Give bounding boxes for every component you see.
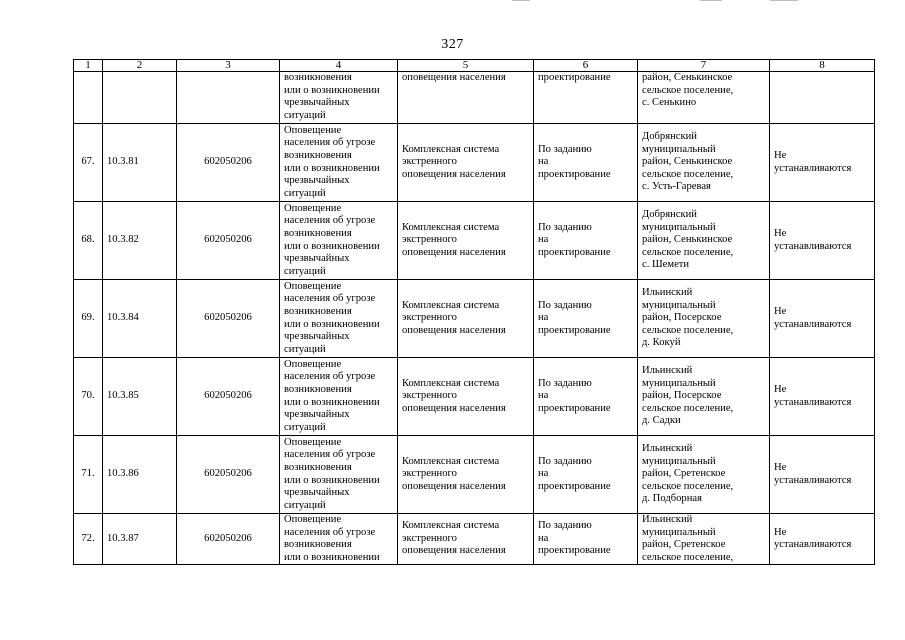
header-cell: 6 [534, 60, 638, 72]
cell-code [103, 72, 177, 124]
cell-limits: Не устанавливаются [770, 514, 875, 565]
cell-purpose: Оповещение населения об угрозе возникновения или о возникновении [280, 514, 398, 565]
cell-code: 10.3.86 [103, 436, 177, 514]
cell-location: Добрянский муниципальный район, Сенькинское сельское поселение, с. Усть-Гаревая [638, 124, 770, 202]
cell-purpose: Оповещение населения об угрозе возникновения или о возникновении чрезвычайных ситуаций [280, 124, 398, 202]
cell-purpose: возникновения или о возникновении чрезвычайных ситуаций [280, 72, 398, 124]
cell-number: 67. [74, 124, 103, 202]
header-cell: 1 [74, 60, 103, 72]
scan-artifact [512, 0, 530, 1]
document-table [73, 59, 875, 565]
cell-limits: Не устанавливаются [770, 358, 875, 436]
cell-id: 602050206 [177, 358, 280, 436]
cell-purpose: Оповещение населения об угрозе возникновения или о возникновении чрезвычайных ситуаций [280, 202, 398, 280]
header-cell: 8 [770, 60, 875, 72]
cell-limits: Не устанавливаются [770, 202, 875, 280]
cell-id: 602050206 [177, 280, 280, 358]
header-cell: 7 [638, 60, 770, 72]
cell-number: 70. [74, 358, 103, 436]
cell-system: Комплексная система экстренного оповещения населения [398, 436, 534, 514]
cell-system: Комплексная система экстренного оповещения населения [398, 202, 534, 280]
cell-code: 10.3.87 [103, 514, 177, 565]
header-cell: 5 [398, 60, 534, 72]
cell-id: 602050206 [177, 124, 280, 202]
page-number: 327 [441, 37, 464, 52]
header-cell: 3 [177, 60, 280, 72]
cell-code: 10.3.85 [103, 358, 177, 436]
cell-id [177, 72, 280, 124]
cell-limits: Не устанавливаются [770, 280, 875, 358]
cell-id: 602050206 [177, 436, 280, 514]
cell-purpose: Оповещение населения об угрозе возникновения или о возникновении чрезвычайных ситуаций [280, 358, 398, 436]
table-row [74, 280, 875, 358]
table-row [74, 202, 875, 280]
cell-code: 10.3.81 [103, 124, 177, 202]
scan-artifact [770, 0, 798, 1]
header-cell: 2 [103, 60, 177, 72]
cell-basis: проектирование [534, 72, 638, 124]
cell-code: 10.3.84 [103, 280, 177, 358]
cell-limits: Не устанавливаются [770, 436, 875, 514]
cell-limits: Не устанавливаются [770, 124, 875, 202]
cell-location: Добрянский муниципальный район, Сенькинское сельское поселение, с. Шемети [638, 202, 770, 280]
table-row [74, 124, 875, 202]
cell-number: 68. [74, 202, 103, 280]
cell-basis: По заданию на проектирование [534, 436, 638, 514]
cell-number [74, 72, 103, 124]
cell-system: Комплексная система экстренного оповещения населения [398, 280, 534, 358]
cell-purpose: Оповещение населения об угрозе возникновения или о возникновении чрезвычайных ситуаций [280, 436, 398, 514]
cell-limits [770, 72, 875, 124]
continuation-row [74, 72, 875, 124]
table-row [74, 514, 875, 565]
cell-location: район, Сенькинское сельское поселение, с. Сенькино [638, 72, 770, 124]
table-row [74, 436, 875, 514]
cell-id: 602050206 [177, 514, 280, 565]
cell-code: 10.3.82 [103, 202, 177, 280]
cell-number: 69. [74, 280, 103, 358]
cell-basis: По заданию на проектирование [534, 202, 638, 280]
cell-number: 72. [74, 514, 103, 565]
cell-number: 71. [74, 436, 103, 514]
table-row [74, 358, 875, 436]
header-row [74, 60, 875, 72]
table-body [74, 60, 875, 565]
cell-basis: По заданию на проектирование [534, 124, 638, 202]
cell-basis: По заданию на проектирование [534, 280, 638, 358]
cell-location: Ильинский муниципальный район, Посерское сельское поселение, д. Садки [638, 358, 770, 436]
cell-system: Комплексная система экстренного оповещения населения [398, 358, 534, 436]
cell-location: Ильинский муниципальный район, Сретенское сельское поселение, д. Подборная [638, 436, 770, 514]
cell-basis: По заданию на проектирование [534, 358, 638, 436]
cell-purpose: Оповещение населения об угрозе возникновения или о возникновении чрезвычайных ситуаций [280, 280, 398, 358]
cell-system: оповещения населения [398, 72, 534, 124]
cell-system: Комплексная система экстренного оповещения населения [398, 124, 534, 202]
cell-location: Ильинский муниципальный район, Сретенское сельское поселение, [638, 514, 770, 565]
cell-location: Ильинский муниципальный район, Посерское сельское поселение, д. Кокуй [638, 280, 770, 358]
header-cell: 4 [280, 60, 398, 72]
cell-basis: По заданию на проектирование [534, 514, 638, 565]
cell-id: 602050206 [177, 202, 280, 280]
cell-system: Комплексная система экстренного оповещения населения [398, 514, 534, 565]
scan-artifact [700, 0, 722, 1]
